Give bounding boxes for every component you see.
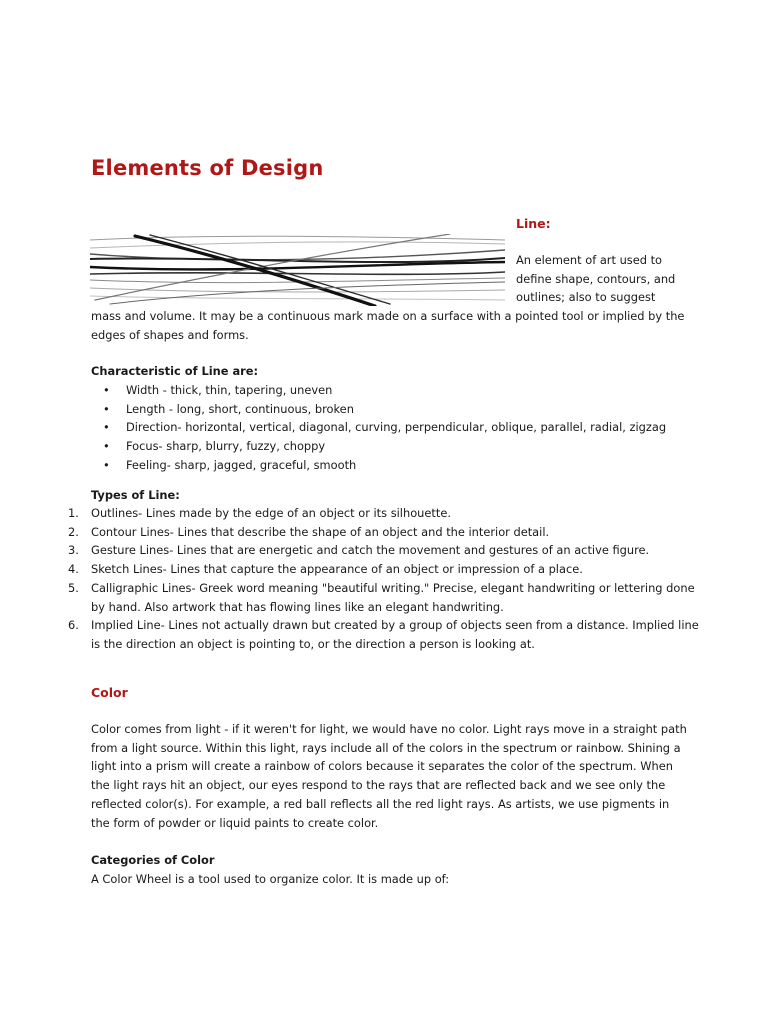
- line-intro-wrapped: An element of art used to define shape, contours, and outlines; also to suggest: [516, 253, 676, 305]
- color-section-heading: Color: [91, 685, 128, 700]
- types-list: [64, 504, 704, 654]
- types-heading: Types of Line:: [91, 488, 180, 502]
- list-item: 5. Calligraphic Lines- Greek word meaning "beautiful writing." Precise, elegant handwriting or lettering done by hand. Also artwork that has flowing lines like an elegant handwriting.: [68, 580, 695, 614]
- list-item: • Focus- sharp, blurry, fuzzy, choppy: [91, 437, 666, 456]
- bullet-icon: •: [103, 401, 110, 416]
- color-paragraph: Color comes from light - if it weren't for light, we would have no color. Light rays move in a straight path from a light source. Within this light, rays include all of the colors in the spectrum or rainbow. Shining a light into a prism will create a rainbow of colors because it separates the color of the spectrum. When the light rays hit an object, our eyes respond to the rays that are reflected back and we see only the reflected color(s). For example, a red ball reflects all the red light rays. As artists, we use pigments in the form of powder or liquid paints to create color.: [91, 722, 687, 830]
- list-item: 3. Gesture Lines- Lines that are energetic and catch the movement and gestures of an active figure.: [68, 543, 650, 558]
- bullet-icon: •: [103, 457, 110, 472]
- line-section-heading: Line:: [516, 216, 551, 231]
- categories-text: A Color Wheel is a tool used to organize color. It is made up of:: [91, 872, 450, 886]
- characteristics-list: [91, 381, 666, 475]
- list-item: • Feeling- sharp, jagged, graceful, smooth: [91, 456, 666, 475]
- list-item: 6. Implied Line- Lines not actually drawn but created by a group of objects seen from a distance. Implied line is the direction an object is pointing to, or the direction a person is looking at.: [68, 618, 699, 651]
- document-title: Elements of Design: [91, 156, 324, 180]
- list-item: • Length - long, short, continuous, broken: [91, 400, 666, 419]
- list-item: 1. Outlines- Lines made by the edge of an object or its silhouette.: [68, 506, 451, 520]
- line-sketch-illustration: [90, 234, 505, 306]
- list-item: 2. Contour Lines- Lines that describe the shape of an object and the interior detail.: [68, 524, 550, 539]
- list-item: • Direction- horizontal, vertical, diagonal, curving, perpendicular, oblique, parallel, radial, zigzag: [91, 418, 666, 437]
- bullet-icon: •: [103, 383, 110, 397]
- categories-heading: Categories of Color: [91, 853, 215, 867]
- list-item: • Width - thick, thin, tapering, uneven: [91, 381, 666, 400]
- bullet-icon: •: [103, 439, 110, 454]
- bullet-icon: •: [103, 420, 110, 435]
- line-intro-continued: mass and volume. It may be a continuous mark made on a surface with a pointed tool or implied by the edges of shapes and forms.: [91, 309, 685, 342]
- characteristics-heading: Characteristic of Line are:: [91, 364, 259, 378]
- list-item: 4. Sketch Lines- Lines that capture the appearance of an object or impression of a place.: [68, 562, 583, 577]
